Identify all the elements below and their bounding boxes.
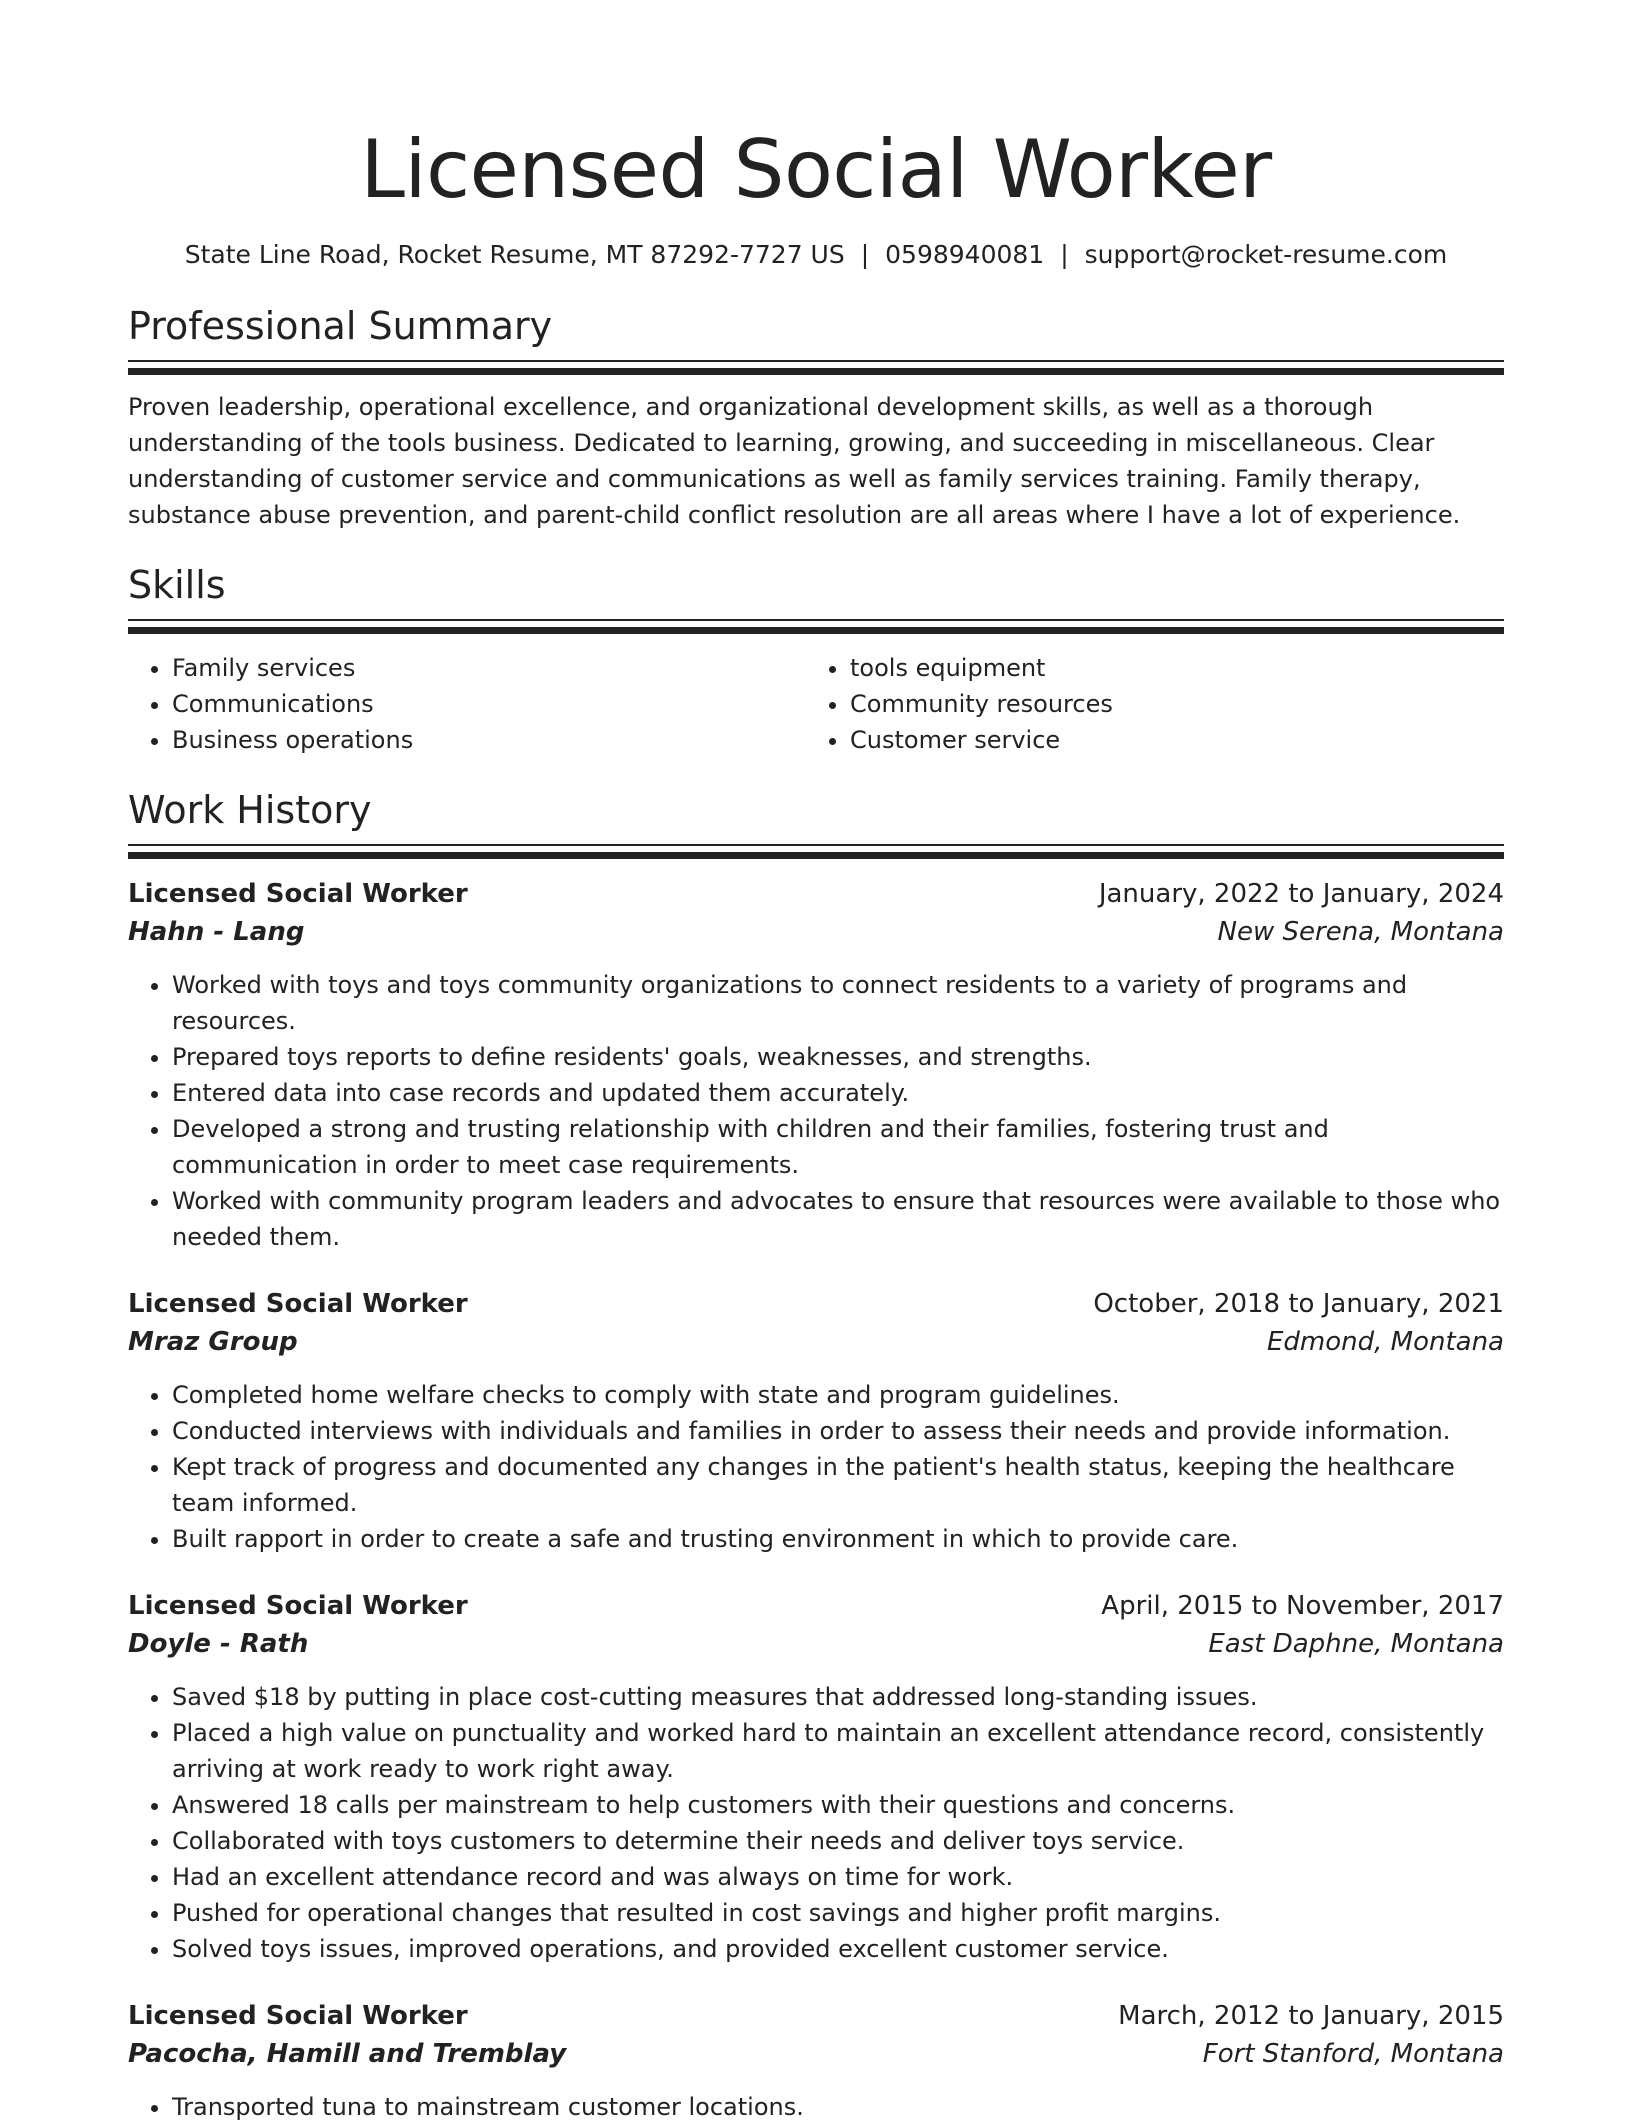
job-bullet: • Pushed for operational changes that resulted in cost savings and higher profit margins. bbox=[172, 1895, 1504, 1931]
job-location: Fort Stanford, Montana bbox=[1202, 2039, 1504, 2069]
resume-page bbox=[128, 0, 1504, 2125]
job-bullet: • Had an excellent attendance record and was always on time for work. bbox=[172, 1859, 1504, 1895]
job-bullet: • Solved toys issues, improved operations, and provided excellent customer service. bbox=[172, 1931, 1504, 1967]
job-bullets bbox=[128, 967, 1504, 1255]
job-company-row bbox=[128, 1625, 1504, 1663]
job-title: Licensed Social Worker bbox=[128, 1591, 468, 1621]
contact-separator: | bbox=[860, 240, 870, 269]
job-header-row bbox=[128, 875, 1504, 913]
job-dates: October, 2018 to January, 2021 bbox=[1093, 1289, 1504, 1319]
job-location: Edmond, Montana bbox=[1266, 1327, 1504, 1357]
skills-list-left bbox=[128, 650, 806, 758]
job-dates: March, 2012 to January, 2015 bbox=[1118, 2001, 1504, 2031]
job-bullet: • Transported tuna to mainstream customer locations. bbox=[172, 2089, 1504, 2125]
resume-title: Licensed Social Worker bbox=[360, 123, 1272, 216]
job-header-row bbox=[128, 1587, 1504, 1625]
job-bullets bbox=[128, 2089, 1504, 2125]
job-bullet: • Placed a high value on punctuality and worked hard to maintain an excellent attendance record, consistently arriving at work ready to work right away. bbox=[172, 1715, 1504, 1787]
job-company-row bbox=[128, 913, 1504, 951]
skill-item: • Family services bbox=[172, 650, 806, 686]
work-history-section bbox=[128, 786, 1504, 2125]
skill-item: • Customer service bbox=[850, 722, 1484, 758]
job-bullets bbox=[128, 1377, 1504, 1557]
summary-text: Proven leadership, operational excellence, and organizational development skills, as well as a thorough understanding of the tools business. Dedicated to learning, growing, and succeeding in miscellaneous. Clear understanding of customer service and communications as well as family services training. Family therapy, substance abuse prevention, and parent-child conflict resolution are all areas where I have a lot of experience. bbox=[128, 393, 1461, 529]
skill-item: • Business operations bbox=[172, 722, 806, 758]
section-heading-summary: Professional Summary bbox=[128, 304, 553, 348]
job-company-row bbox=[128, 1323, 1504, 1361]
section-divider bbox=[128, 360, 1504, 362]
job-bullet: • Worked with community program leaders and advocates to ensure that resources were available to those who needed them. bbox=[172, 1183, 1504, 1255]
job-company: Mraz Group bbox=[128, 1327, 298, 1357]
contact-line bbox=[128, 238, 1504, 272]
summary-section bbox=[128, 302, 1504, 533]
job-entry bbox=[128, 1997, 1504, 2125]
contact-separator: | bbox=[1060, 240, 1069, 269]
job-dates: January, 2022 to January, 2024 bbox=[1098, 879, 1504, 909]
job-header-row bbox=[128, 1997, 1504, 2035]
job-entry bbox=[128, 1285, 1504, 1557]
job-company: Hahn - Lang bbox=[128, 917, 305, 947]
contact-phone: 0598940081 bbox=[885, 240, 1045, 269]
skills-columns bbox=[128, 650, 1504, 758]
skill-item: • Communications bbox=[172, 686, 806, 722]
skills-list-right bbox=[806, 650, 1484, 758]
section-divider bbox=[128, 619, 1504, 621]
job-title: Licensed Social Worker bbox=[128, 879, 468, 909]
job-title: Licensed Social Worker bbox=[128, 2001, 468, 2031]
job-location: East Daphne, Montana bbox=[1208, 1629, 1504, 1659]
job-bullets bbox=[128, 1679, 1504, 1967]
contact-address: State Line Road, Rocket Resume, MT 87292-7727 US bbox=[184, 240, 845, 269]
job-bullet: • Entered data into case records and updated them accurately. bbox=[172, 1075, 1504, 1111]
section-divider bbox=[128, 844, 1504, 846]
job-location: New Serena, Montana bbox=[1217, 917, 1504, 947]
job-bullet: • Conducted interviews with individuals and families in order to assess their needs and provide information. bbox=[172, 1413, 1504, 1449]
job-bullet: • Saved $18 by putting in place cost-cutting measures that addressed long-standing issues. bbox=[172, 1679, 1504, 1715]
section-heading-work-history: Work History bbox=[128, 788, 372, 832]
job-company: Doyle - Rath bbox=[128, 1629, 309, 1659]
job-bullet: • Collaborated with toys customers to determine their needs and deliver toys service. bbox=[172, 1823, 1504, 1859]
skill-item: • Community resources bbox=[850, 686, 1484, 722]
job-bullet: • Completed home welfare checks to comply with state and program guidelines. bbox=[172, 1377, 1504, 1413]
job-bullet: • Worked with toys and toys community organizations to connect residents to a variety of programs and resources. bbox=[172, 967, 1504, 1039]
contact-email: support@rocket-resume.com bbox=[1084, 240, 1448, 269]
section-divider-thick bbox=[128, 368, 1504, 375]
skill-item: • tools equipment bbox=[850, 650, 1484, 686]
job-company-row bbox=[128, 2035, 1504, 2073]
job-bullet: • Kept track of progress and documented any changes in the patient's health status, keeping the healthcare team informed. bbox=[172, 1449, 1504, 1521]
job-bullet: • Developed a strong and trusting relationship with children and their families, fostering trust and communication in order to meet case requirements. bbox=[172, 1111, 1504, 1183]
job-entry bbox=[128, 875, 1504, 1255]
job-bullet: • Answered 18 calls per mainstream to help customers with their questions and concerns. bbox=[172, 1787, 1504, 1823]
section-divider-thick bbox=[128, 627, 1504, 634]
job-bullet: • Built rapport in order to create a safe and trusting environment in which to provide care. bbox=[172, 1521, 1504, 1557]
section-divider-thick bbox=[128, 852, 1504, 859]
job-bullet: • Prepared toys reports to define residents' goals, weaknesses, and strengths. bbox=[172, 1039, 1504, 1075]
job-company: Pacocha, Hamill and Tremblay bbox=[128, 2039, 567, 2069]
job-title: Licensed Social Worker bbox=[128, 1289, 468, 1319]
job-dates: April, 2015 to November, 2017 bbox=[1101, 1591, 1504, 1621]
section-heading-skills: Skills bbox=[128, 563, 226, 607]
job-entry bbox=[128, 1587, 1504, 1967]
skills-section bbox=[128, 561, 1504, 758]
job-header-row bbox=[128, 1285, 1504, 1323]
